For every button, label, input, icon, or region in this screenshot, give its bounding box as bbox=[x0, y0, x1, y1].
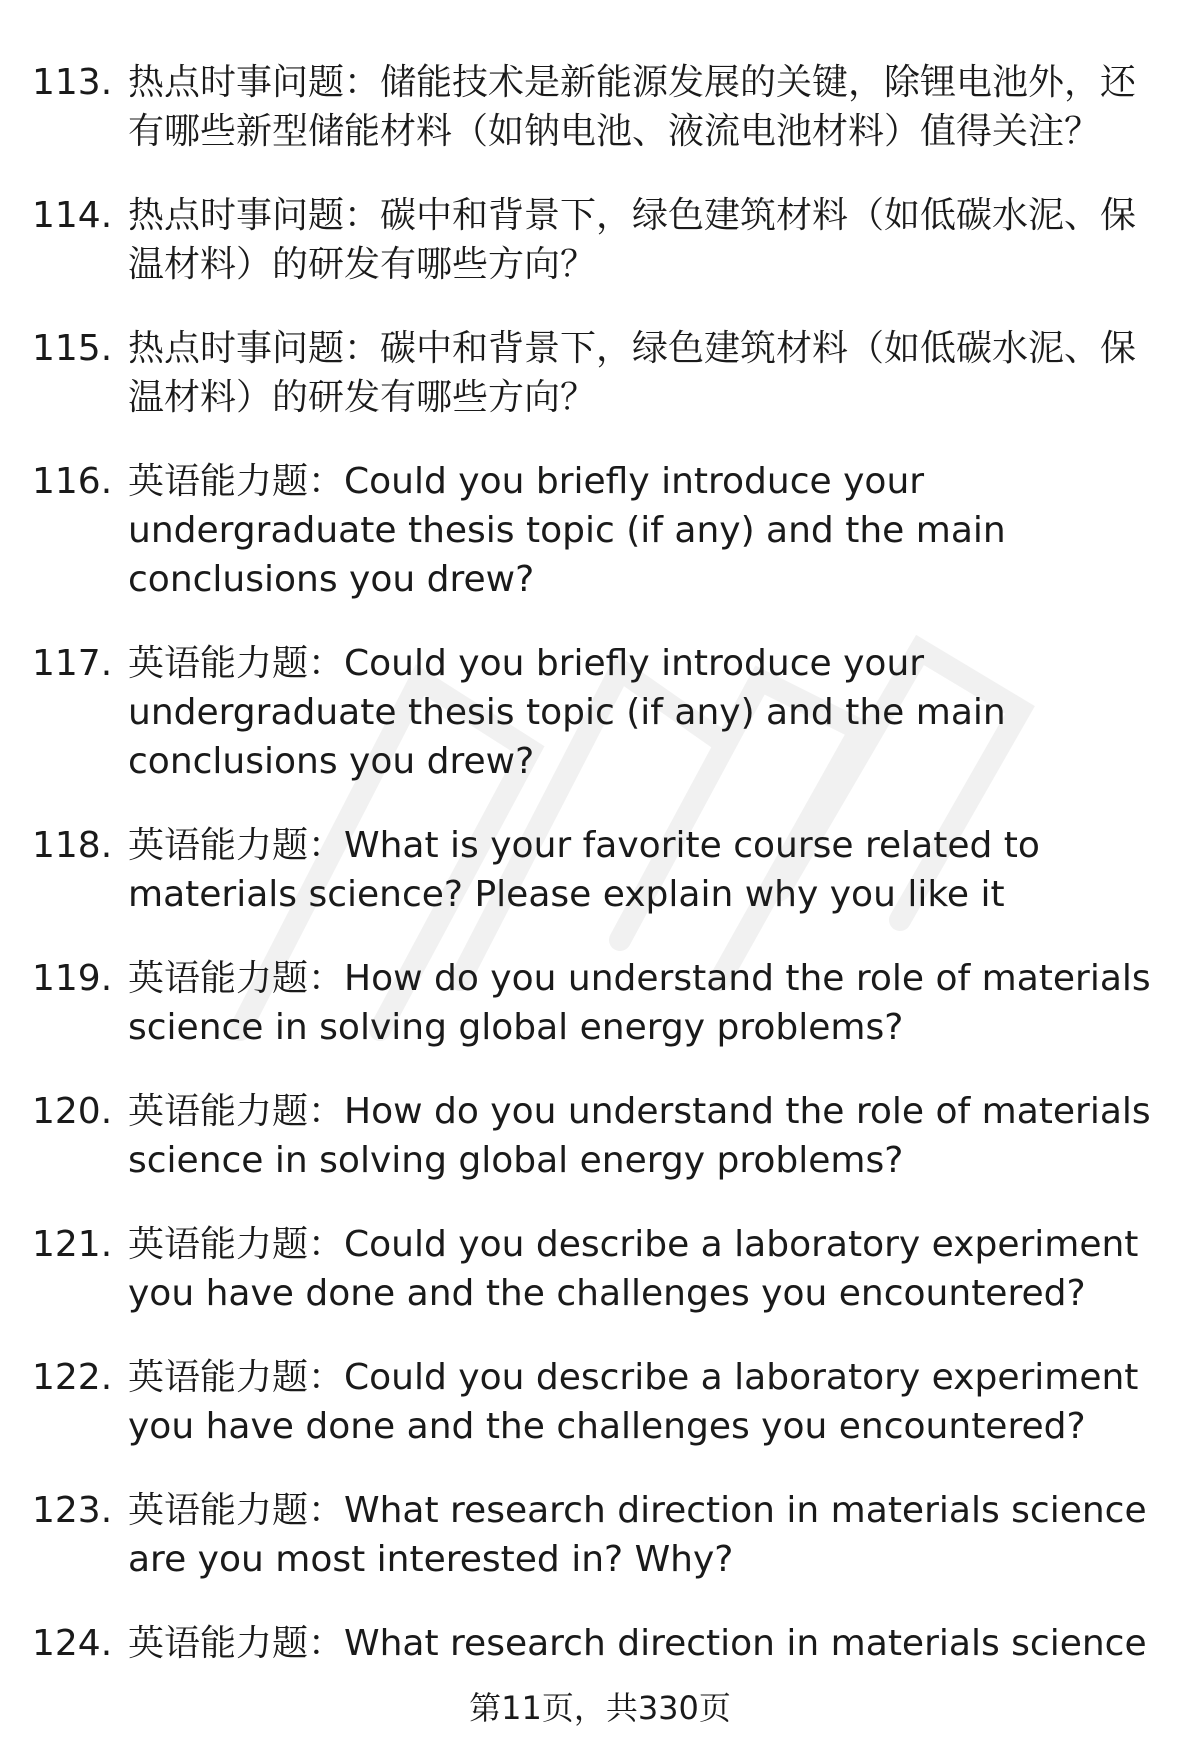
item-text: 英语能力题：Could you describe a laboratory experiment you have done and the challenges you encountered? bbox=[128, 1357, 1139, 1447]
list-item bbox=[32, 191, 1152, 289]
item-number: 115. bbox=[32, 328, 113, 369]
list-item bbox=[32, 58, 1152, 156]
list-item bbox=[32, 1486, 1152, 1584]
item-text: 英语能力题：What is your favorite course related to materials science? Please explain why you like it bbox=[128, 825, 1040, 915]
item-text: 英语能力题：Could you briefly introduce your undergraduate thesis topic (if any) and the main conclusions you drew? bbox=[128, 643, 1006, 782]
list-item bbox=[32, 639, 1152, 786]
item-text: 英语能力题：What research direction in materials science bbox=[128, 1623, 1147, 1664]
item-text: 英语能力题：What research direction in materials science are you most interested in? Why? bbox=[128, 1490, 1147, 1580]
item-number: 117. bbox=[32, 643, 113, 684]
item-number: 122. bbox=[32, 1357, 113, 1398]
item-text: 英语能力题：Could you briefly introduce your undergraduate thesis topic (if any) and the main conclusions you drew? bbox=[128, 461, 1006, 600]
item-number: 113. bbox=[32, 62, 113, 103]
item-text: 热点时事问题：碳中和背景下，绿色建筑材料（如低碳水泥、保温材料）的研发有哪些方向？ bbox=[128, 195, 1137, 285]
item-number: 116. bbox=[32, 461, 113, 502]
question-list bbox=[32, 58, 1152, 1703]
item-text: 英语能力题：How do you understand the role of materials science in solving global energy problems? bbox=[128, 958, 1151, 1048]
list-item bbox=[32, 1087, 1152, 1185]
item-text: 热点时事问题：储能技术是新能源发展的关键，除锂电池外，还有哪些新型储能材料（如钠电池、液流电池材料）值得关注？ bbox=[128, 62, 1137, 152]
item-number: 124. bbox=[32, 1623, 113, 1664]
list-item bbox=[32, 1220, 1152, 1318]
list-item bbox=[32, 1619, 1152, 1668]
item-text: 英语能力题：Could you describe a laboratory experiment you have done and the challenges you encountered? bbox=[128, 1224, 1139, 1314]
list-item bbox=[32, 1353, 1152, 1451]
list-item bbox=[32, 821, 1152, 919]
item-text: 英语能力题：How do you understand the role of materials science in solving global energy problems? bbox=[128, 1091, 1151, 1181]
page-footer: 第11页，共330页 bbox=[469, 1689, 731, 1727]
item-number: 118. bbox=[32, 825, 113, 866]
item-number: 121. bbox=[32, 1224, 113, 1265]
item-text: 热点时事问题：碳中和背景下，绿色建筑材料（如低碳水泥、保温材料）的研发有哪些方向？ bbox=[128, 328, 1137, 418]
list-item bbox=[32, 954, 1152, 1052]
list-item bbox=[32, 457, 1152, 604]
item-number: 120. bbox=[32, 1091, 113, 1132]
item-number: 114. bbox=[32, 195, 113, 236]
item-number: 123. bbox=[32, 1490, 113, 1531]
item-number: 119. bbox=[32, 958, 113, 999]
list-item bbox=[32, 324, 1152, 422]
